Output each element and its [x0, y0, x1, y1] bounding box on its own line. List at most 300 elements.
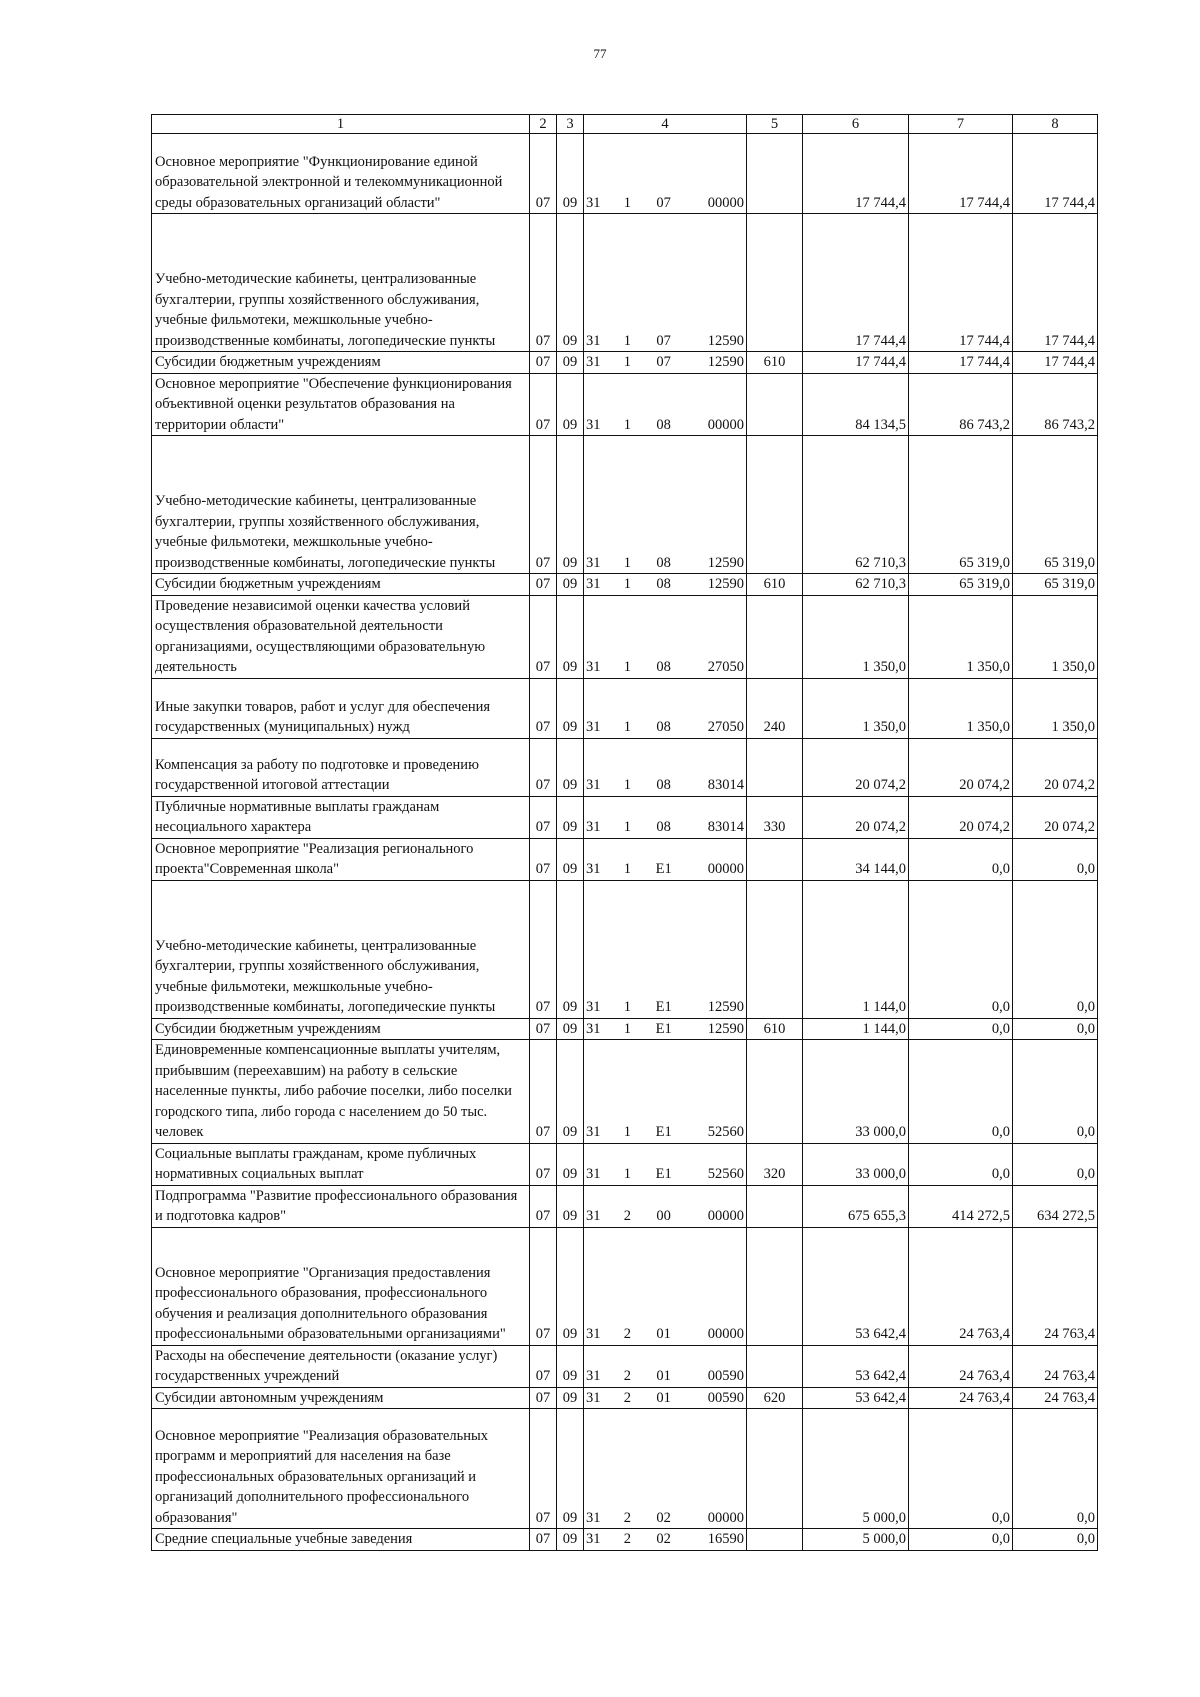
subsection-code-cell: 09	[557, 595, 584, 678]
table-row	[152, 1409, 1098, 1529]
amount-year3-cell: 17 744,4	[1013, 214, 1098, 352]
target-article-part: 02	[656, 1531, 671, 1547]
target-article-cell	[584, 796, 747, 838]
target-article-part: 2	[623, 1326, 631, 1342]
target-article-code	[586, 352, 744, 373]
target-article-part: 31	[586, 1124, 601, 1140]
target-article-part: E1	[655, 999, 672, 1015]
target-article-part: 08	[656, 576, 671, 592]
target-article-part: 12590	[707, 554, 744, 571]
subsection-code-cell: 09	[557, 352, 584, 374]
row-name-cell: Расходы на обеспечение деятельности (оказание услуг) государственных учреждений	[152, 1345, 530, 1387]
section-code-cell: 07	[530, 352, 557, 374]
target-article-part: 1	[623, 194, 631, 211]
target-article-cell	[584, 1529, 747, 1551]
target-article-code	[586, 775, 744, 796]
subsection-code-cell: 09	[557, 678, 584, 738]
row-name-cell: Субсидии бюджетным учреждениям	[152, 1018, 530, 1040]
amount-year1-cell: 1 350,0	[803, 595, 909, 678]
target-article-part: 08	[656, 819, 671, 835]
table-row	[152, 214, 1098, 352]
target-article-part: 27050	[707, 659, 744, 675]
section-code-cell: 07	[530, 436, 557, 574]
expense-type-cell: 620	[747, 1387, 803, 1409]
header-row	[152, 115, 1098, 134]
amount-year1-cell: 17 744,4	[803, 214, 909, 352]
row-name-cell: Основное мероприятие "Организация предоставления профессионального образования, профессионального обучения и реализация дополнительного образования профессиональными образовательными организациями"	[152, 1227, 530, 1345]
target-article-part: 31	[586, 554, 601, 571]
target-article-part: 1	[623, 1124, 631, 1140]
expense-type-cell: 610	[747, 1018, 803, 1040]
target-article-part: 31	[586, 819, 601, 835]
budget-table	[151, 114, 1098, 1551]
section-code-cell: 07	[530, 373, 557, 436]
section-code-cell: 07	[530, 1185, 557, 1227]
target-article-cell	[584, 1143, 747, 1185]
target-article-part: 08	[656, 416, 671, 433]
amount-year2-cell: 65 319,0	[909, 574, 1013, 596]
header-cell-5: 5	[747, 115, 803, 134]
row-name-cell: Субсидии бюджетным учреждениям	[152, 352, 530, 374]
header-cell-8: 8	[1013, 115, 1098, 134]
row-name-cell: Основное мероприятие "Реализация образовательных программ и мероприятий для населения на базе профессиональных образовательных организаций и организаций дополнительного профессионального образования"	[152, 1409, 530, 1529]
amount-year3-cell: 17 744,4	[1013, 134, 1098, 214]
target-article-part: 1	[623, 819, 631, 835]
target-article-part: 07	[656, 332, 671, 349]
row-name-cell: Учебно-методические кабинеты, централизованные бухгалтерии, группы хозяйственного обслуживания, учебные фильмотеки, межшкольные учебно-производственные комбинаты, логопедические пункты	[152, 214, 530, 352]
target-article-part: 31	[586, 416, 601, 433]
subsection-code-cell: 09	[557, 838, 584, 880]
amount-year3-cell: 65 319,0	[1013, 574, 1098, 596]
subsection-code-cell: 09	[557, 134, 584, 214]
header-cell-4: 4	[584, 115, 747, 134]
expense-type-cell	[747, 214, 803, 352]
target-article-cell	[584, 214, 747, 352]
amount-year2-cell: 0,0	[909, 1529, 1013, 1551]
row-name-cell: Публичные нормативные выплаты гражданам несоциального характера	[152, 796, 530, 838]
target-article-part: 27050	[707, 719, 744, 735]
expense-type-cell: 240	[747, 678, 803, 738]
amount-year3-cell: 0,0	[1013, 1018, 1098, 1040]
table-row	[152, 1018, 1098, 1040]
target-article-cell	[584, 1227, 747, 1345]
target-article-code	[586, 331, 744, 352]
target-article-code	[586, 1019, 744, 1040]
table-row	[152, 880, 1098, 1018]
amount-year2-cell: 1 350,0	[909, 595, 1013, 678]
target-article-part: 83014	[707, 819, 744, 835]
subsection-code-cell: 09	[557, 1018, 584, 1040]
target-article-part: 31	[586, 1509, 601, 1526]
amount-year1-cell: 17 744,4	[803, 134, 909, 214]
section-code-cell: 07	[530, 796, 557, 838]
target-article-part: 01	[656, 1389, 671, 1406]
section-code-cell: 07	[530, 738, 557, 796]
target-article-part: 08	[656, 777, 671, 793]
target-article-part: E1	[655, 1124, 672, 1140]
target-article-code	[586, 1324, 744, 1345]
header-cell-1: 1	[152, 115, 530, 134]
amount-year2-cell: 86 743,2	[909, 373, 1013, 436]
expense-type-cell	[747, 134, 803, 214]
target-article-code	[586, 1366, 744, 1387]
expense-type-cell	[747, 880, 803, 1018]
target-article-part: 2	[623, 1368, 631, 1384]
amount-year2-cell: 17 744,4	[909, 352, 1013, 374]
target-article-part: 2	[623, 1389, 631, 1406]
row-name-cell: Основное мероприятие "Реализация регионального проекта"Современная школа"	[152, 838, 530, 880]
target-article-part: 1	[623, 576, 631, 592]
expense-type-cell	[747, 595, 803, 678]
target-article-part: 31	[586, 576, 601, 592]
header-cell-2: 2	[530, 115, 557, 134]
target-article-part: 1	[623, 354, 631, 370]
subsection-code-cell: 09	[557, 1345, 584, 1387]
target-article-code	[586, 817, 744, 838]
target-article-code	[586, 415, 744, 436]
amount-year1-cell: 675 655,3	[803, 1185, 909, 1227]
target-article-part: 16590	[707, 1531, 744, 1547]
target-article-part: 12590	[707, 354, 744, 370]
target-article-part: 31	[586, 1368, 601, 1384]
subsection-code-cell: 09	[557, 1185, 584, 1227]
amount-year3-cell: 0,0	[1013, 1409, 1098, 1529]
target-article-cell	[584, 1018, 747, 1040]
row-name-cell: Иные закупки товаров, работ и услуг для обеспечения государственных (муниципальных) нужд	[152, 678, 530, 738]
expense-type-cell: 610	[747, 574, 803, 596]
target-article-part: E1	[655, 1020, 672, 1037]
page-number: 77	[593, 46, 607, 61]
amount-year3-cell: 1 350,0	[1013, 678, 1098, 738]
amount-year2-cell: 24 763,4	[909, 1387, 1013, 1409]
amount-year3-cell: 86 743,2	[1013, 373, 1098, 436]
table-row	[152, 796, 1098, 838]
amount-year1-cell: 84 134,5	[803, 373, 909, 436]
amount-year1-cell: 53 642,4	[803, 1345, 909, 1387]
target-article-code	[586, 1388, 744, 1409]
target-article-cell	[584, 1387, 747, 1409]
target-article-part: 31	[586, 1020, 601, 1037]
target-article-part: 31	[586, 1531, 601, 1547]
section-code-cell: 07	[530, 1018, 557, 1040]
target-article-part: 1	[623, 861, 631, 877]
expense-type-cell	[747, 1409, 803, 1529]
amount-year3-cell: 0,0	[1013, 1040, 1098, 1144]
amount-year3-cell: 0,0	[1013, 880, 1098, 1018]
target-article-part: 00	[656, 1208, 671, 1224]
target-article-code	[586, 193, 744, 214]
expense-type-cell	[747, 373, 803, 436]
table-row	[152, 595, 1098, 678]
target-article-part: 00000	[707, 1208, 744, 1224]
target-article-cell	[584, 134, 747, 214]
target-article-cell	[584, 678, 747, 738]
target-article-cell	[584, 595, 747, 678]
amount-year3-cell: 24 763,4	[1013, 1345, 1098, 1387]
target-article-code	[586, 657, 744, 678]
target-article-part: 31	[586, 999, 601, 1015]
expense-type-cell	[747, 1040, 803, 1144]
target-article-part: 00000	[707, 861, 744, 877]
row-name-cell: Основное мероприятие "Функционирование единой образовательной электронной и телекоммуникационной среды образовательных организаций области"	[152, 134, 530, 214]
target-article-code	[586, 574, 744, 595]
subsection-code-cell: 09	[557, 880, 584, 1018]
target-article-part: 08	[656, 659, 671, 675]
amount-year3-cell: 20 074,2	[1013, 796, 1098, 838]
subsection-code-cell: 09	[557, 1529, 584, 1551]
target-article-part: E1	[655, 861, 672, 877]
target-article-part: 1	[623, 1020, 631, 1037]
target-article-part: 07	[656, 354, 671, 370]
subsection-code-cell: 09	[557, 436, 584, 574]
amount-year1-cell: 62 710,3	[803, 436, 909, 574]
expense-type-cell	[747, 1529, 803, 1551]
target-article-part: 52560	[707, 1124, 744, 1140]
target-article-part: 31	[586, 194, 601, 211]
expense-type-cell	[747, 436, 803, 574]
amount-year1-cell: 33 000,0	[803, 1040, 909, 1144]
table-row	[152, 1143, 1098, 1185]
row-name-cell: Субсидии бюджетным учреждениям	[152, 574, 530, 596]
target-article-part: 01	[656, 1326, 671, 1342]
target-article-code	[586, 553, 744, 574]
target-article-cell	[584, 574, 747, 596]
amount-year3-cell: 24 763,4	[1013, 1227, 1098, 1345]
amount-year1-cell: 33 000,0	[803, 1143, 909, 1185]
table-row	[152, 1387, 1098, 1409]
amount-year2-cell: 1 350,0	[909, 678, 1013, 738]
section-code-cell: 07	[530, 1409, 557, 1529]
target-article-part: 31	[586, 332, 601, 349]
header-cell-3: 3	[557, 115, 584, 134]
target-article-part: 31	[586, 1208, 601, 1224]
section-code-cell: 07	[530, 1227, 557, 1345]
section-code-cell: 07	[530, 838, 557, 880]
amount-year2-cell: 0,0	[909, 1040, 1013, 1144]
amount-year1-cell: 1 144,0	[803, 880, 909, 1018]
expense-type-cell: 320	[747, 1143, 803, 1185]
section-code-cell: 07	[530, 1529, 557, 1551]
table-row	[152, 838, 1098, 880]
amount-year1-cell: 5 000,0	[803, 1529, 909, 1551]
subsection-code-cell: 09	[557, 1143, 584, 1185]
expense-type-cell	[747, 1345, 803, 1387]
target-article-part: 2	[623, 1531, 631, 1547]
target-article-part: 2	[623, 1509, 631, 1526]
row-name-cell: Единовременные компенсационные выплаты учителям, прибывшим (переехавшим) на работу в сельские населенные пункты, либо рабочие поселки, либо поселки городского типа, либо города с населением до 50 тыс. человек	[152, 1040, 530, 1144]
subsection-code-cell: 09	[557, 1387, 584, 1409]
target-article-code	[586, 1122, 744, 1143]
table-row	[152, 738, 1098, 796]
table-row	[152, 1040, 1098, 1144]
expense-type-cell	[747, 1185, 803, 1227]
target-article-cell	[584, 436, 747, 574]
table-row	[152, 1529, 1098, 1551]
target-article-part: 31	[586, 354, 601, 370]
row-name-cell: Компенсация за работу по подготовке и проведению государственной итоговой аттестации	[152, 738, 530, 796]
row-name-cell: Учебно-методические кабинеты, централизованные бухгалтерии, группы хозяйственного обслуживания, учебные фильмотеки, межшкольные учебно-производственные комбинаты, логопедические пункты	[152, 436, 530, 574]
amount-year2-cell: 0,0	[909, 1143, 1013, 1185]
amount-year3-cell: 0,0	[1013, 1529, 1098, 1551]
table-row	[152, 373, 1098, 436]
target-article-part: 08	[656, 719, 671, 735]
row-name-cell: Проведение независимой оценки качества условий осуществления образовательной деятельности организациями, осуществляющими образовательную деятельность	[152, 595, 530, 678]
target-article-part: 31	[586, 719, 601, 735]
subsection-code-cell: 09	[557, 574, 584, 596]
target-article-part: 02	[656, 1509, 671, 1526]
amount-year1-cell: 53 642,4	[803, 1387, 909, 1409]
target-article-cell	[584, 1345, 747, 1387]
target-article-part: 00000	[707, 1509, 744, 1526]
amount-year2-cell: 24 763,4	[909, 1227, 1013, 1345]
target-article-code	[586, 1529, 744, 1550]
expense-type-cell	[747, 738, 803, 796]
subsection-code-cell: 09	[557, 738, 584, 796]
row-name-cell: Основное мероприятие "Обеспечение функционирования объективной оценки результатов образования на территории области"	[152, 373, 530, 436]
header-cell-6: 6	[803, 115, 909, 134]
amount-year2-cell: 24 763,4	[909, 1345, 1013, 1387]
table-row	[152, 134, 1098, 214]
target-article-part: 1	[623, 999, 631, 1015]
target-article-part: 52560	[707, 1166, 744, 1182]
target-article-cell	[584, 1185, 747, 1227]
target-article-part: 1	[623, 777, 631, 793]
amount-year2-cell: 0,0	[909, 1018, 1013, 1040]
subsection-code-cell: 09	[557, 373, 584, 436]
target-article-part: 12590	[707, 576, 744, 592]
amount-year1-cell: 20 074,2	[803, 796, 909, 838]
subsection-code-cell: 09	[557, 1227, 584, 1345]
target-article-part: 31	[586, 777, 601, 793]
amount-year2-cell: 17 744,4	[909, 214, 1013, 352]
row-name-cell: Учебно-методические кабинеты, централизованные бухгалтерии, группы хозяйственного обслуживания, учебные фильмотеки, межшкольные учебно-производственные комбинаты, логопедические пункты	[152, 880, 530, 1018]
amount-year1-cell: 62 710,3	[803, 574, 909, 596]
amount-year1-cell: 53 642,4	[803, 1227, 909, 1345]
header-cell-7: 7	[909, 115, 1013, 134]
target-article-part: 01	[656, 1368, 671, 1384]
expense-type-cell	[747, 1227, 803, 1345]
target-article-cell	[584, 880, 747, 1018]
target-article-part: 31	[586, 1326, 601, 1342]
table-row	[152, 1185, 1098, 1227]
amount-year2-cell: 20 074,2	[909, 796, 1013, 838]
target-article-code	[586, 717, 744, 738]
table-row	[152, 1345, 1098, 1387]
amount-year2-cell: 0,0	[909, 880, 1013, 1018]
section-code-cell: 07	[530, 1345, 557, 1387]
target-article-cell	[584, 352, 747, 374]
target-article-part: 31	[586, 861, 601, 877]
amount-year3-cell: 0,0	[1013, 1143, 1098, 1185]
section-code-cell: 07	[530, 880, 557, 1018]
target-article-part: 1	[623, 719, 631, 735]
target-article-part: 08	[656, 554, 671, 571]
expense-type-cell	[747, 838, 803, 880]
target-article-part: 00000	[707, 416, 744, 433]
section-code-cell: 07	[530, 595, 557, 678]
amount-year1-cell: 17 744,4	[803, 352, 909, 374]
target-article-code	[586, 859, 744, 880]
section-code-cell: 07	[530, 1143, 557, 1185]
target-article-code	[586, 1206, 744, 1227]
target-article-part: 12590	[707, 999, 744, 1015]
target-article-code	[586, 1164, 744, 1185]
target-article-part: 12590	[707, 1020, 744, 1037]
target-article-part: 31	[586, 1389, 601, 1406]
row-name-cell: Подпрограмма "Развитие профессионального образования и подготовка кадров"	[152, 1185, 530, 1227]
target-article-cell	[584, 838, 747, 880]
target-article-part: 00000	[707, 194, 744, 211]
expense-type-cell: 610	[747, 352, 803, 374]
table-row	[152, 678, 1098, 738]
section-code-cell: 07	[530, 678, 557, 738]
target-article-cell	[584, 738, 747, 796]
target-article-part: 12590	[707, 332, 744, 349]
row-name-cell: Субсидии автономным учреждениям	[152, 1387, 530, 1409]
target-article-code	[586, 997, 744, 1018]
row-name-cell: Средние специальные учебные заведения	[152, 1529, 530, 1551]
target-article-cell	[584, 373, 747, 436]
subsection-code-cell: 09	[557, 1409, 584, 1529]
target-article-code	[586, 1508, 744, 1529]
target-article-part: 00590	[707, 1368, 744, 1384]
target-article-part: E1	[655, 1166, 672, 1182]
target-article-part: 31	[586, 659, 601, 675]
target-article-part: 1	[623, 1166, 631, 1182]
target-article-cell	[584, 1409, 747, 1529]
amount-year1-cell: 34 144,0	[803, 838, 909, 880]
amount-year3-cell: 20 074,2	[1013, 738, 1098, 796]
section-code-cell: 07	[530, 1387, 557, 1409]
subsection-code-cell: 09	[557, 796, 584, 838]
section-code-cell: 07	[530, 214, 557, 352]
subsection-code-cell: 09	[557, 214, 584, 352]
section-code-cell: 07	[530, 574, 557, 596]
section-code-cell: 07	[530, 134, 557, 214]
table-row	[152, 1227, 1098, 1345]
amount-year1-cell: 20 074,2	[803, 738, 909, 796]
amount-year3-cell: 634 272,5	[1013, 1185, 1098, 1227]
row-name-cell: Социальные выплаты гражданам, кроме публичных нормативных социальных выплат	[152, 1143, 530, 1185]
amount-year2-cell: 0,0	[909, 1409, 1013, 1529]
table-row	[152, 574, 1098, 596]
amount-year3-cell: 1 350,0	[1013, 595, 1098, 678]
target-article-part: 1	[623, 416, 631, 433]
table-row	[152, 352, 1098, 374]
target-article-part: 00000	[707, 1326, 744, 1342]
amount-year3-cell: 65 319,0	[1013, 436, 1098, 574]
amount-year1-cell: 1 350,0	[803, 678, 909, 738]
amount-year2-cell: 0,0	[909, 838, 1013, 880]
target-article-part: 00590	[707, 1389, 744, 1406]
target-article-part: 1	[623, 332, 631, 349]
amount-year2-cell: 414 272,5	[909, 1185, 1013, 1227]
target-article-part: 31	[586, 1166, 601, 1182]
amount-year3-cell: 0,0	[1013, 838, 1098, 880]
target-article-part: 1	[623, 554, 631, 571]
target-article-part: 83014	[707, 777, 744, 793]
amount-year1-cell: 5 000,0	[803, 1409, 909, 1529]
expense-type-cell: 330	[747, 796, 803, 838]
amount-year3-cell: 24 763,4	[1013, 1387, 1098, 1409]
target-article-cell	[584, 1040, 747, 1144]
target-article-part: 07	[656, 194, 671, 211]
subsection-code-cell: 09	[557, 1040, 584, 1144]
target-article-part: 1	[623, 659, 631, 675]
amount-year2-cell: 20 074,2	[909, 738, 1013, 796]
table-row	[152, 436, 1098, 574]
amount-year3-cell: 17 744,4	[1013, 352, 1098, 374]
